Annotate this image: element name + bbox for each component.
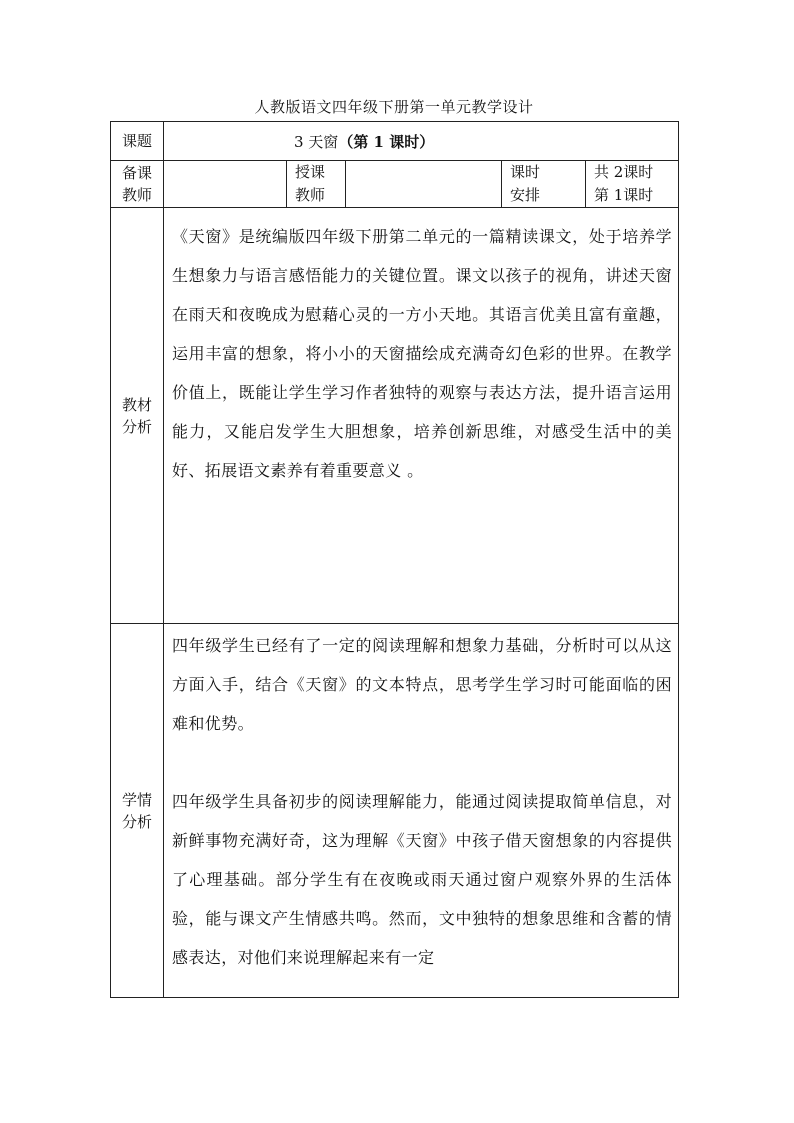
students-text [164,624,679,998]
topic-row [111,122,679,161]
students-row [111,624,679,998]
lesson-name: 3 天窗 [294,132,339,151]
document-title: 人教版语文四年级下册第一单元教学设计 [254,98,534,116]
total-hours: 共 2课时 [594,163,654,181]
materials-text: 《天窗》是统编版四年级下册第二单元的一篇精读课文，处于培养学生想象力与语言感悟能力的关键位置。课文以孩子的视角，讲述天窗在雨天和夜晚成为慰藉心灵的一方小天地。其语言优美且富有童趣，运用丰富的想象，将小小的天窗描绘成充满奇幻色彩的世界。在教学价值上，既能让学生学习作者独特的观察与表达方法，提升语言运用能力，又能启发学生大胆想象，培养创新思维，对感受生活中的美好、拓展语文素养有着重要意义 。 [164,208,679,624]
lesson-plan-table [110,121,679,998]
topic-value [164,122,679,161]
hours-label: 课时 安排 [502,161,586,208]
materials-label: 教材 分析 [111,208,164,624]
prep-teacher-value [164,161,287,208]
topic-label: 课题 [111,122,164,161]
hours-value [586,161,679,208]
students-paragraph-1: 四年级学生已经有了一定的阅读理解和想象力基础，分析时可以从这方面入手，结合《天窗》的文本特点，思考学生学习时可能面临的困难和优势。 [172,636,673,733]
current-hour: 第 1课时 [594,186,654,204]
materials-row [111,208,679,624]
paragraph-gap [172,743,672,782]
info-row [111,161,679,208]
prep-teacher-label: 备课 教师 [111,161,164,208]
teach-teacher-value [346,161,502,208]
students-label: 学情 分析 [111,624,164,998]
students-paragraph-2: 四年级学生具备初步的阅读理解能力，能通过阅读提取简单信息，对新鲜事物充满好奇，这为理解《天窗》中孩子借天窗想象的内容提供了心理基础。部分学生有在夜晚或雨天通过窗户观察外界的生活体验，能与课文产生情感共鸣。然而，文中独特的想象思维和含蓄的情感表达，对他们来说理解起来有一定 [172,792,673,967]
teach-teacher-label: 授课 教师 [287,161,346,208]
lesson-period: （第 1 课时） [338,132,435,151]
